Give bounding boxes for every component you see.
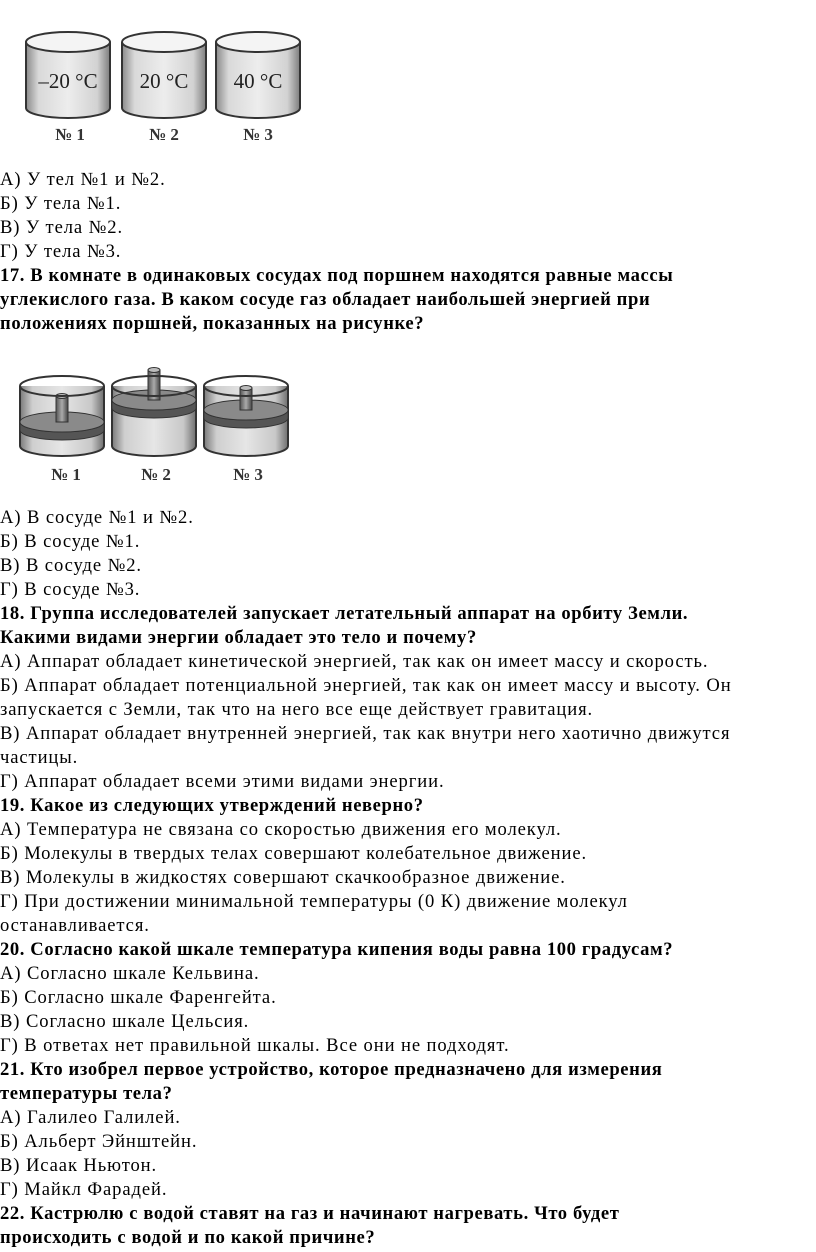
answer-b: Б) У тела №1. xyxy=(0,193,122,214)
answer-17-d: Г) В сосуде №3. xyxy=(0,579,141,600)
piston-vessel-2-label: № 2 xyxy=(141,465,171,484)
piston-vessel-3 xyxy=(204,376,288,456)
answer-21-c: В) Исаак Ньютон. xyxy=(0,1155,158,1176)
answer-18-b-line-2: запускается с Земли, так что на него все еще действует гравитация. xyxy=(0,699,594,720)
question-22-line-1: 22. Кастрюлю с водой ставят на газ и начинают нагревать. Что будет xyxy=(0,1203,620,1224)
vessel-1-temperature: –20 °C xyxy=(38,69,98,93)
answer-20-b: Б) Согласно шкале Фаренгейта. xyxy=(0,987,277,1008)
answer-a: А) У тел №1 и №2. xyxy=(0,169,166,190)
pistons-figure xyxy=(10,364,300,494)
answer-17-a: А) В сосуде №1 и №2. xyxy=(0,507,194,528)
question-17-line-2: углекислого газа. В каком сосуде газ обладает наибольшей энергией при xyxy=(0,289,651,310)
answer-18-d: Г) Аппарат обладает всеми этими видами энергии. xyxy=(0,771,445,792)
answer-d: Г) У тела №3. xyxy=(0,241,122,262)
answer-21-b: Б) Альберт Эйнштейн. xyxy=(0,1131,198,1152)
vessels-temperature-figure xyxy=(18,26,318,154)
answer-19-a: А) Температура не связана со скоростью движения его молекул. xyxy=(0,819,562,840)
piston-vessel-3-label: № 3 xyxy=(233,465,263,484)
answer-19-c: В) Молекулы в жидкостях совершают скачкообразное движение. xyxy=(0,867,566,888)
answer-18-b-line-1: Б) Аппарат обладает потенциальной энергией, так как он имеет массу и высоту. Он xyxy=(0,675,732,696)
vessel-2-label: № 2 xyxy=(149,125,179,144)
question-21-line-1: 21. Кто изобрел первое устройство, которое предназначено для измерения xyxy=(0,1059,663,1080)
answer-19-b: Б) Молекулы в твердых телах совершают колебательное движение. xyxy=(0,843,588,864)
piston-vessel-2 xyxy=(112,368,196,457)
question-20: 20. Согласно какой шкале температура кипения воды равна 100 градусам? xyxy=(0,939,674,960)
question-18-line-1: 18. Группа исследователей запускает летательный аппарат на орбиту Земли. xyxy=(0,603,689,624)
answer-18-c-line-2: частицы. xyxy=(0,747,79,768)
vessel-3-label: № 3 xyxy=(243,125,273,144)
question-17-line-3: положениях поршней, показанных на рисунке? xyxy=(0,313,425,334)
answer-20-c: В) Согласно шкале Цельсия. xyxy=(0,1011,250,1032)
question-17-line-1: 17. В комнате в одинаковых сосудах под поршнем находятся равные массы xyxy=(0,265,674,286)
question-21-line-2: температуры тела? xyxy=(0,1083,173,1104)
question-22-line-2: происходить с водой и по какой причине? xyxy=(0,1227,376,1248)
vessel-3-temperature: 40 °C xyxy=(233,69,283,93)
answer-18-a: А) Аппарат обладает кинетической энергией, так как он имеет массу и скорость. xyxy=(0,651,709,672)
piston-vessel-1-label: № 1 xyxy=(51,465,81,484)
answer-18-c-line-1: В) Аппарат обладает внутренней энергией, так как внутри него хаотично движутся xyxy=(0,723,731,744)
answer-20-a: А) Согласно шкале Кельвина. xyxy=(0,963,260,984)
vessel-2-temperature: 20 °C xyxy=(139,69,189,93)
answer-20-d: Г) В ответах нет правильной шкалы. Все они не подходят. xyxy=(0,1035,510,1056)
answer-c: В) У тела №2. xyxy=(0,217,123,238)
question-19: 19. Какое из следующих утверждений неверно? xyxy=(0,795,424,816)
answer-19-d-line-2: останавливается. xyxy=(0,915,150,936)
answer-17-c: В) В сосуде №2. xyxy=(0,555,142,576)
answer-19-d-line-1: Г) При достижении минимальной температуры (0 К) движение молекул xyxy=(0,891,628,912)
vessel-1-label: № 1 xyxy=(55,125,85,144)
question-18-line-2: Какими видами энергии обладает это тело и почему? xyxy=(0,627,477,648)
piston-vessel-1 xyxy=(20,376,104,456)
answer-21-a: А) Галилео Галилей. xyxy=(0,1107,181,1128)
answer-21-d: Г) Майкл Фарадей. xyxy=(0,1179,168,1200)
answer-17-b: Б) В сосуде №1. xyxy=(0,531,141,552)
